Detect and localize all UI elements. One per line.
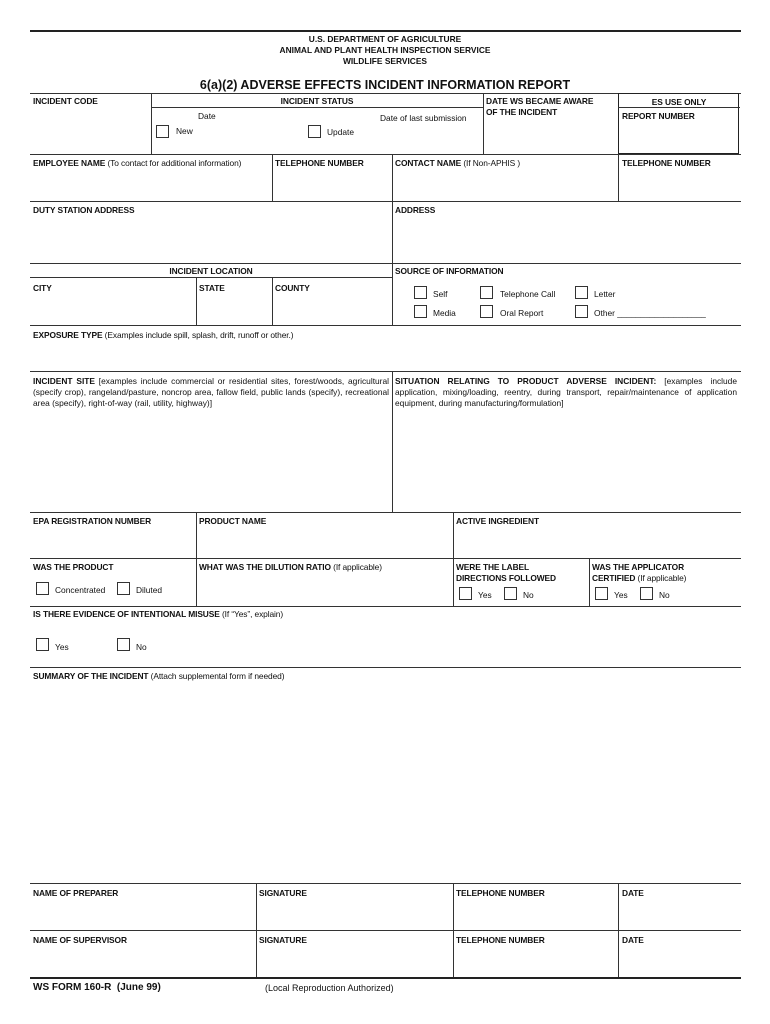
incident-site-text	[33, 376, 389, 409]
active-ingredient-label: ACTIVE INGREDIENT	[456, 516, 539, 526]
divider	[618, 154, 619, 201]
incident-status-label: INCIDENT STATUS	[280, 96, 354, 106]
date-ws-aware-line-1: DATE WS BECAME AWARE	[486, 96, 594, 106]
supervisor-telephone-label: TELEPHONE NUMBER	[456, 935, 545, 945]
duty-station-address-label: DUTY STATION ADDRESS	[33, 205, 135, 215]
es-use-only-label: ES USE ONLY	[651, 97, 707, 107]
misuse-yes-label: Yes	[55, 642, 69, 652]
agency-line-2: ANIMAL AND PLANT HEALTH INSPECTION SERVICE	[279, 45, 491, 55]
contact-telephone-label: TELEPHONE NUMBER	[622, 158, 711, 168]
intentional-misuse-note: (If “Yes”, explain)	[219, 609, 284, 619]
employee-name-text: EMPLOYEE NAME	[33, 158, 106, 168]
summary-text: SUMMARY OF THE INCIDENT	[33, 671, 149, 681]
misuse-no-checkbox[interactable]	[117, 638, 130, 651]
label-directions-yes-checkbox[interactable]	[459, 587, 472, 600]
supervisor-date-label: DATE	[622, 935, 644, 945]
divider	[453, 512, 454, 558]
diluted-label: Diluted	[136, 585, 163, 595]
summary-label	[33, 671, 284, 681]
applicator-yes-label: Yes	[614, 590, 628, 600]
date-label: Date	[198, 111, 216, 121]
exposure-type-label	[33, 330, 293, 340]
oral-report-checkbox[interactable]	[480, 305, 493, 318]
epa-registration-number-label: EPA REGISTRATION NUMBER	[33, 516, 152, 526]
contact-name-text: CONTACT NAME	[395, 158, 462, 168]
divider	[589, 558, 590, 606]
address-label: ADDRESS	[395, 205, 436, 215]
divider	[392, 371, 393, 512]
letter-checkbox[interactable]	[575, 286, 588, 299]
contact-name-note: (If Non-APHIS )	[461, 158, 521, 168]
media-checkbox[interactable]	[414, 305, 427, 318]
exposure-top-rule	[30, 325, 741, 326]
name-of-preparer-label: NAME OF PREPARER	[33, 888, 119, 898]
preparer-telephone-label: TELEPHONE NUMBER	[456, 888, 545, 898]
divider	[272, 277, 273, 325]
letter-label: Letter	[594, 289, 616, 299]
supervisor-signature-label: SIGNATURE	[259, 935, 307, 945]
applicator-line-1: WAS THE APPLICATOR	[592, 562, 685, 572]
misuse-yes-checkbox[interactable]	[36, 638, 49, 651]
telephone-call-checkbox[interactable]	[480, 286, 493, 299]
misuse-top-rule	[30, 606, 741, 607]
agency-header	[0, 34, 770, 67]
row4-top-rule	[30, 263, 741, 264]
row6-top-rule	[30, 512, 741, 513]
concentrated-label: Concentrated	[55, 585, 106, 595]
divider	[618, 107, 740, 108]
dilution-ratio-text: WHAT WAS THE DILUTION RATIO	[199, 562, 331, 572]
contact-name-label	[395, 158, 520, 168]
employee-name-note: (To contact for additional information)	[105, 158, 242, 168]
divider	[392, 154, 393, 201]
telephone-call-label: Telephone Call	[500, 289, 556, 299]
update-label: Update	[327, 127, 355, 137]
exposure-type-note: (Examples include spill, splash, drift, runoff or other.)	[102, 330, 294, 340]
row3-top-rule	[30, 201, 741, 202]
incident-code-label: INCIDENT CODE	[33, 96, 98, 106]
new-checkbox[interactable]	[156, 125, 169, 138]
summary-area[interactable]	[30, 682, 741, 882]
bottom-rule	[30, 977, 741, 979]
city-label: CITY	[33, 283, 52, 293]
was-the-product-label: WAS THE PRODUCT	[33, 562, 114, 572]
divider	[196, 558, 197, 606]
report-number-label: REPORT NUMBER	[622, 111, 695, 121]
label-directions-label	[456, 562, 556, 584]
applicator-line-2: CERTIFIED	[592, 573, 636, 583]
source-of-information-label: SOURCE OF INFORMATION	[395, 266, 504, 276]
self-checkbox[interactable]	[414, 286, 427, 299]
exposure-type-text: EXPOSURE TYPE	[33, 330, 103, 340]
applicator-no-checkbox[interactable]	[640, 587, 653, 600]
incident-site-examples: [examples include commercial or residential sites, forest/woods, agricultural (specify crop), rangeland/pasture, noncrop area, fallow field, public lands (specify), recreational area (specify), right-of-way (rail, utility, highway)]	[33, 376, 389, 408]
media-label: Media	[433, 308, 456, 318]
date-ws-aware-line-2: OF THE INCIDENT	[486, 107, 558, 117]
summary-top-rule	[30, 667, 741, 668]
incident-site-label: INCIDENT SITE	[33, 376, 95, 386]
divider	[453, 558, 454, 606]
divider	[392, 201, 393, 263]
label-directions-line-2: DIRECTIONS FOLLOWED	[456, 573, 556, 583]
date-last-submission-label: Date of last submission	[380, 113, 467, 123]
agency-line-3: WILDLIFE SERVICES	[342, 56, 428, 66]
agency-line-1: U.S. DEPARTMENT OF AGRICULTURE	[308, 34, 462, 44]
reproduction-note: (Local Reproduction Authorized)	[265, 983, 394, 993]
applicator-yes-checkbox[interactable]	[595, 587, 608, 600]
form-number: WS FORM 160-R (June 99)	[33, 982, 161, 993]
intentional-misuse-label	[33, 609, 283, 619]
form-title: 6(a)(2) ADVERSE EFFECTS INCIDENT INFORMATION REPORT	[199, 78, 571, 92]
preparer-top-rule	[30, 883, 741, 884]
update-checkbox[interactable]	[308, 125, 321, 138]
divider	[272, 154, 273, 201]
divider	[196, 512, 197, 558]
supervisor-top-rule	[30, 930, 741, 931]
situation-label: SITUATION RELATING TO PRODUCT ADVERSE INCIDENT:	[395, 376, 657, 386]
divider	[392, 263, 393, 325]
preparer-date-label: DATE	[622, 888, 644, 898]
row7-top-rule	[30, 558, 741, 559]
misuse-no-label: No	[136, 642, 147, 652]
new-label: New	[176, 126, 193, 136]
intentional-misuse-text: IS THERE EVIDENCE OF INTENTIONAL MISUSE	[33, 609, 220, 619]
employee-telephone-label: TELEPHONE NUMBER	[275, 158, 364, 168]
dilution-ratio-note: (If applicable)	[330, 562, 382, 572]
applicator-note: (If applicable)	[635, 573, 687, 583]
applicator-no-label: No	[659, 590, 670, 600]
divider	[30, 277, 392, 278]
diluted-checkbox[interactable]	[117, 582, 130, 595]
name-of-supervisor-label: NAME OF SUPERVISOR	[33, 935, 127, 945]
concentrated-checkbox[interactable]	[36, 582, 49, 595]
top-rule	[30, 30, 741, 32]
state-label: STATE	[199, 283, 225, 293]
other-checkbox[interactable]	[575, 305, 588, 318]
summary-note: (Attach supplemental form if needed)	[148, 671, 285, 681]
county-label: COUNTY	[275, 283, 310, 293]
incident-location-label: INCIDENT LOCATION	[169, 266, 253, 276]
row2-top-rule	[30, 154, 741, 155]
divider	[196, 277, 197, 325]
date-ws-aware-label	[486, 96, 593, 118]
divider	[151, 107, 483, 108]
dilution-ratio-label	[199, 562, 382, 572]
divider	[483, 93, 484, 154]
label-directions-yes-label: Yes	[478, 590, 492, 600]
employee-name-label	[33, 158, 241, 168]
label-directions-no-label: No	[523, 590, 534, 600]
label-directions-line-1: WERE THE LABEL	[456, 562, 530, 572]
applicator-certified-label	[592, 562, 686, 584]
preparer-signature-label: SIGNATURE	[259, 888, 307, 898]
site-top-rule	[30, 371, 741, 372]
oral-report-label: Oral Report	[500, 308, 544, 318]
label-directions-no-checkbox[interactable]	[504, 587, 517, 600]
other-label: Other ___________________	[594, 308, 706, 318]
self-label: Self	[433, 289, 448, 299]
product-name-label: PRODUCT NAME	[199, 516, 267, 526]
situation-text	[395, 376, 737, 409]
situation-examples: [examples include application, mixing/loading, reentry, during transport, repair/maintenance of application equipment, during manufacturing/formulation]	[395, 376, 737, 408]
